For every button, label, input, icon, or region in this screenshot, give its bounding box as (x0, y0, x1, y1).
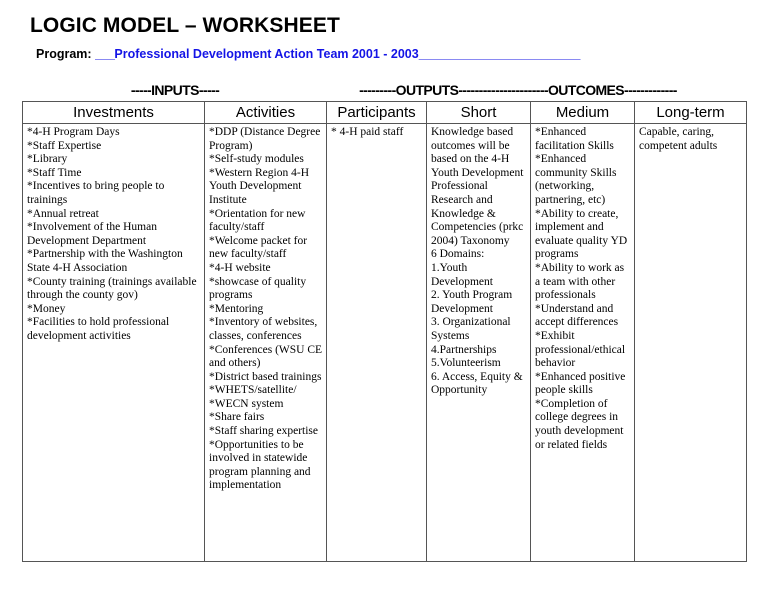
list-item: *4-H website (209, 261, 271, 274)
list-long-term (639, 126, 743, 153)
list-participants (331, 126, 423, 140)
list-item: *Ability to work as a team with other professionals (535, 261, 625, 302)
header-long-term: Long-term (635, 102, 747, 124)
table-header-row (23, 102, 747, 124)
list-item: *WHETS/satellite/ (209, 384, 297, 397)
list-short (431, 126, 527, 398)
list-activities (209, 126, 323, 493)
list-item: Knowledge based outcomes will be based on the 4-H Youth Development Professional Research and Knowledge & Competencies (prkc 2004) Taxonomy (431, 126, 524, 247)
list-item: *Western Region 4-H Youth Development Institute (209, 166, 309, 206)
list-item: Capable, caring, competent adults (639, 126, 718, 152)
header-investments: Investments (23, 102, 205, 124)
list-item: *Ability to create, implement and evaluate quality YD programs (535, 207, 628, 261)
header-participants: Participants (327, 102, 427, 124)
list-item: *Facilities to hold professional development activities (27, 316, 170, 342)
header-medium: Medium (531, 102, 635, 124)
list-item: *Exhibit professional/ethical behavior (535, 329, 626, 370)
program-label: Program: (36, 47, 92, 61)
list-item: *Conferences (WSU CE and others) (209, 343, 323, 370)
band-outcomes: -------------OUTCOMES------------- (495, 82, 677, 98)
list-item: 2. Youth Program Development (431, 289, 513, 315)
list-item: 3. Organizational Systems (431, 316, 511, 342)
list-item: 6. Access, Equity & Opportunity (431, 370, 523, 397)
list-item: *County training (trainings available through the county gov) (27, 275, 197, 302)
list-item: *Partnership with the Washington State 4-H Association (27, 248, 183, 274)
list-item: *Money (27, 302, 66, 315)
table-row (23, 124, 747, 562)
list-item: *Enhanced community Skills (networking, partnering, etc) (535, 153, 617, 206)
logic-model-table (22, 101, 747, 562)
list-item: *Enhanced positive people skills (535, 370, 626, 397)
title-block (30, 14, 760, 62)
program-rule-lead: ___ (95, 47, 115, 61)
list-investments (27, 126, 201, 344)
band-outputs: ---------OUTPUTS--------- (359, 82, 495, 98)
list-item: *District based trainings (209, 370, 322, 383)
list-item: *Staff Time (27, 166, 82, 179)
list-item: 4.Partnerships (431, 343, 497, 356)
list-item: *Mentoring (209, 302, 264, 315)
section-band (22, 80, 746, 100)
program-value: Professional Development Action Team 2001 - 2003 (114, 47, 419, 61)
list-item: *Annual retreat (27, 207, 99, 220)
program-rule-tail: _________________________ (418, 47, 581, 61)
list-item: 5.Volunteerism (431, 357, 501, 370)
band-inputs: -----INPUTS----- (130, 82, 220, 98)
list-item: 1.Youth Development (431, 261, 493, 288)
list-item: *WECN system (209, 397, 284, 410)
header-activities: Activities (205, 102, 327, 124)
list-item: *Inventory of websites, classes, conferences (209, 316, 318, 342)
list-item: *Orientation for new faculty/staff (209, 207, 306, 234)
cell-investments (23, 124, 205, 562)
cell-long-term (635, 124, 747, 562)
cell-activities (205, 124, 327, 562)
page-title: LOGIC MODEL – WORKSHEET (30, 14, 340, 37)
list-item: *4-H Program Days (27, 126, 120, 138)
list-medium (535, 126, 631, 452)
list-item: *Welcome packet for new faculty/staff (209, 234, 308, 261)
list-item: 6 Domains: (431, 248, 485, 261)
cell-medium (531, 124, 635, 562)
list-item: *Involvement of the Human Development Department (27, 221, 157, 247)
header-short: Short (427, 102, 531, 124)
list-item: *Incentives to bring people to trainings (27, 180, 165, 206)
list-item: *DDP (Distance Degree Program) (209, 126, 321, 152)
list-item: *Completion of college degrees in youth development or related fields (535, 397, 624, 451)
list-item: *Library (27, 153, 68, 166)
list-item: * 4-H paid staff (331, 126, 404, 138)
list-item: *Opportunities to be involved in statewide program planning and implementation (209, 438, 311, 492)
list-item: *showcase of quality programs (209, 275, 307, 302)
list-item: *Understand and accept differences (535, 302, 619, 329)
list-item: *Self-study modules (209, 153, 304, 166)
list-item: *Share fairs (209, 411, 265, 424)
cell-short (427, 124, 531, 562)
cell-participants (327, 124, 427, 562)
list-item: *Staff Expertise (27, 139, 102, 152)
program-line (36, 46, 760, 62)
list-item: *Enhanced facilitation Skills (535, 126, 614, 152)
list-item: *Staff sharing expertise (209, 425, 319, 438)
